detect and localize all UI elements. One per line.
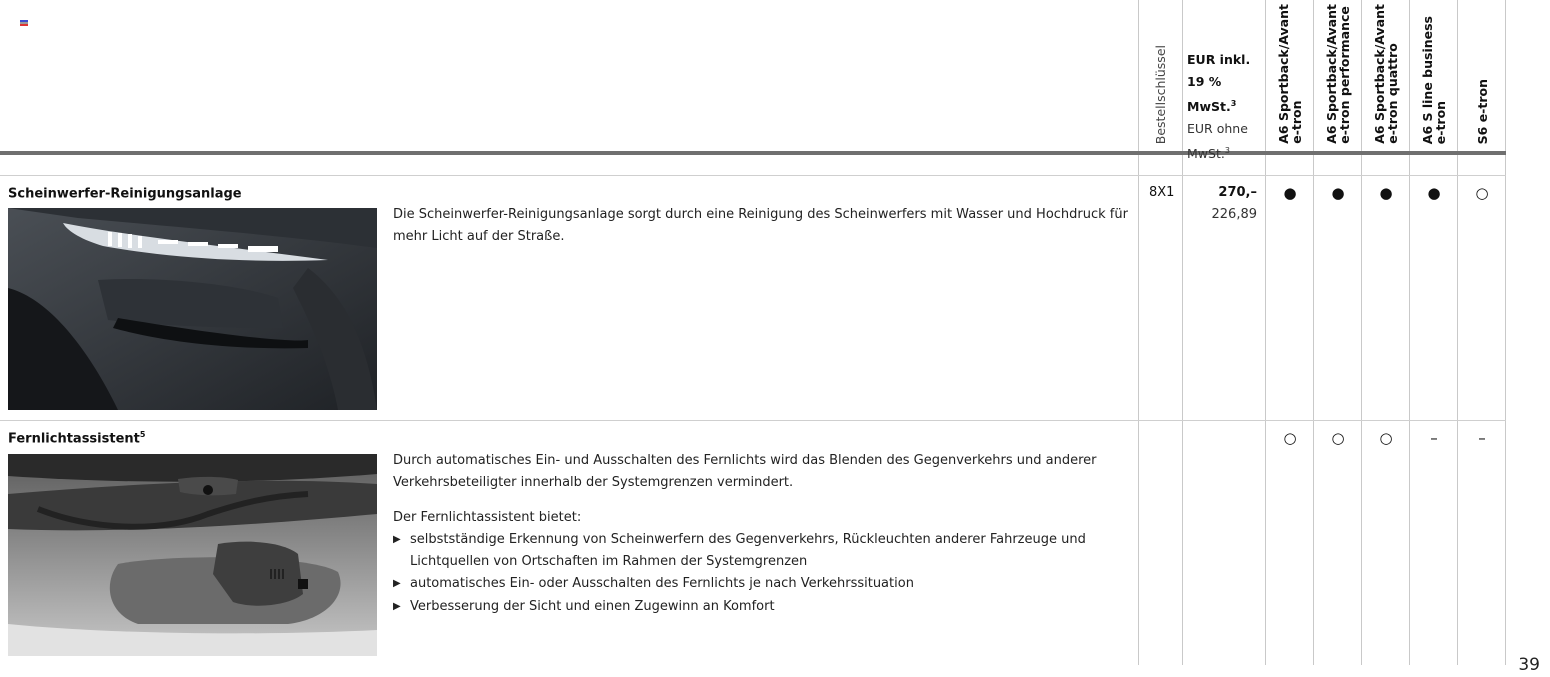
- availability-mark: ○: [1331, 429, 1345, 447]
- model-header-a6-s-line: A6 S line business e-tron: [1420, 15, 1448, 144]
- bullet-arrow-icon: ▶: [393, 533, 401, 545]
- grid-line: [1182, 0, 1183, 665]
- feature-list: [393, 529, 1133, 618]
- grid-line: [1505, 0, 1506, 665]
- option-title: Fernlichtassistent$^5$: [8, 430, 146, 447]
- model-header-a6-e-tron: A6 Sportback/Avant e-tron: [1276, 4, 1304, 144]
- option-description: Durch automatisches Ein- und Ausschalten des Fernlichts wird das Blenden des Gegenverkehrs und anderer Verkehrsbeteiligter innerhalb der Systemgrenzen vermindert. Der Fernlichtassistent bietet: ▶ selbstständige Erkennung von Scheinwerfern des Gegenverkehrs, Rückleuchten anderer Fahrzeuge und Lichtquellen von Ortschaften im Rahmen der Systemgrenzen ▶ automatisches Ein- oder Ausschalten des Fernlichts je nach Verkehrssituation ▶ Verbesserung der Sicht und einen Zugewinn an Komfort: [393, 450, 1133, 618]
- availability-mark: ○: [1475, 184, 1489, 202]
- page-number: 39: [1518, 655, 1540, 675]
- order-key-cell: 8X1: [1149, 185, 1175, 200]
- list-item: ▶ automatisches Ein- oder Ausschalten des Fernlichts je nach Verkehrssituation: [393, 573, 1133, 595]
- availability-mark: ●: [1427, 184, 1441, 202]
- row-divider: [0, 420, 1506, 421]
- list-item: ▶ selbstständige Erkennung von Scheinwerfern des Gegenverkehrs, Rückleuchten anderer Fahrzeuge und Lichtquellen von Ortschaften im Rahmen der Systemgrenzen: [393, 529, 1133, 574]
- grid-line: [1457, 0, 1458, 665]
- language-flag-icon: [20, 20, 28, 26]
- price-incl-cell: 270,–: [1218, 185, 1257, 200]
- grid-line: [1138, 0, 1139, 665]
- header-divider: [0, 151, 1506, 155]
- availability-mark: ○: [1283, 429, 1297, 447]
- price-excl-header: EUR ohne MwSt.: [1187, 121, 1248, 162]
- bullet-arrow-icon: ▶: [393, 578, 401, 590]
- price-incl-header: EUR inkl. 19 % MwSt.: [1187, 52, 1251, 115]
- grid-line: [1361, 0, 1362, 665]
- grid-line: [1409, 0, 1410, 665]
- availability-mark: ●: [1379, 184, 1393, 202]
- bullet-arrow-icon: ▶: [393, 600, 401, 612]
- row-divider: [0, 175, 1506, 176]
- rearview-mirror-camera-photo-icon: [8, 454, 377, 656]
- availability-mark: –: [1430, 429, 1438, 447]
- model-header-a6-performance: A6 Sportback/Avant e-tron performance: [1324, 4, 1352, 144]
- list-item: ▶ Verbesserung der Sicht und einen Zugewinn an Komfort: [393, 596, 1133, 618]
- option-description: Die Scheinwerfer-Reinigungsanlage sorgt durch eine Reinigung des Scheinwerfers mit Wasser und Hochdruck für mehr Licht auf der Straße.: [393, 207, 1128, 245]
- availability-mark: ●: [1283, 184, 1297, 202]
- option-title: Scheinwerfer-Reinigungsanlage: [8, 186, 242, 202]
- availability-mark: –: [1478, 429, 1486, 447]
- option-intro: Der Fernlichtassistent bietet:: [393, 509, 582, 525]
- order-key-header: Bestellschlüssel: [1153, 44, 1168, 144]
- price-header: EUR inkl. 19 % MwSt.$^3$ EUR ohne MwSt.$^3$: [1187, 52, 1251, 162]
- grid-line: [1313, 0, 1314, 665]
- model-header-s6: S6 e-tron: [1475, 78, 1490, 144]
- availability-mark: ●: [1331, 184, 1345, 202]
- grid-line: [1265, 0, 1266, 665]
- model-header-a6-quattro: A6 Sportback/Avant e-tron quattro: [1372, 4, 1400, 144]
- headlight-photo-icon: [8, 208, 377, 410]
- price-excl-cell: 226,89: [1211, 207, 1257, 222]
- availability-mark: ○: [1379, 429, 1393, 447]
